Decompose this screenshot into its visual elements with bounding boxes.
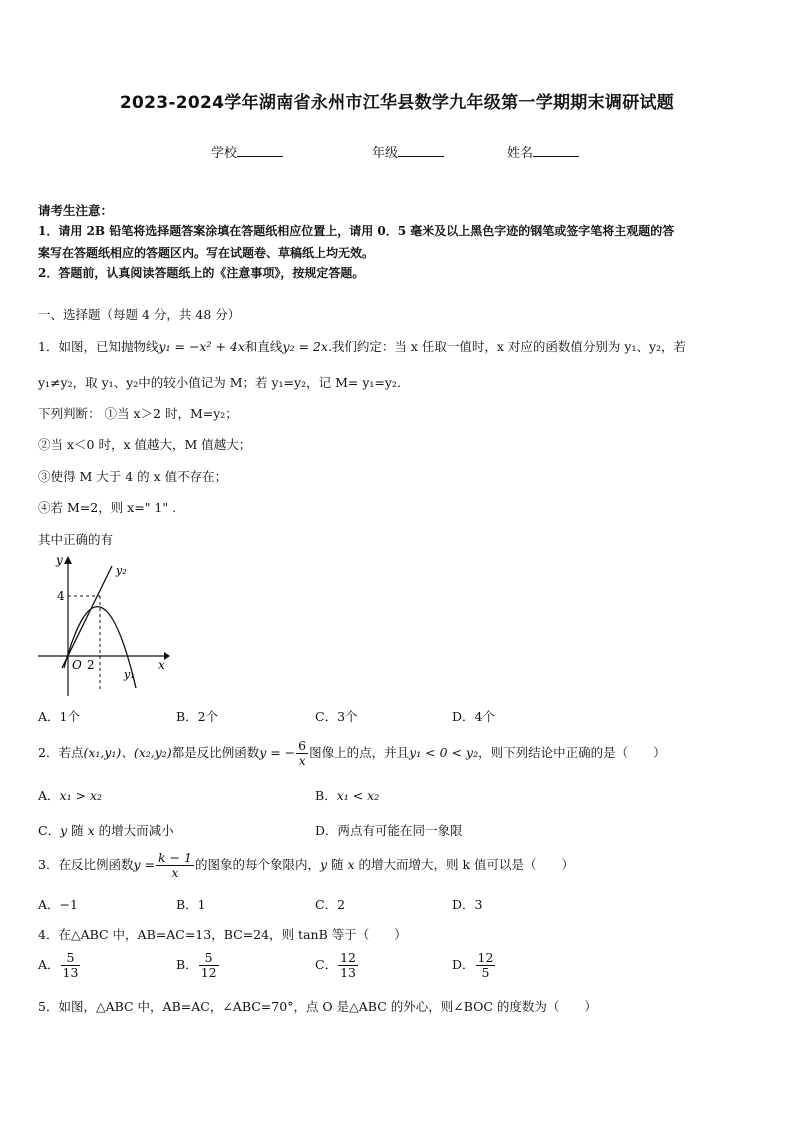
q1-judge: 下列判断： ①当 x＞2 时，M=y₂； xyxy=(38,406,238,421)
y-axis-label: y xyxy=(56,553,63,567)
school-field xyxy=(211,142,283,161)
notice-item2: 2．答题前，认真阅读答题纸上的《注意事项》，按规定答题。 xyxy=(38,266,365,280)
q1-line1: 1．如图，已知抛物线y₁ = −x² + 4x和直线y₂ = 2x.我们约定：当 x 任取一值时，x 对应的函数值分别为 y₁、y₂，若 xyxy=(38,339,687,354)
q4-stem: 4．在△ABC 中，AB=AC=13，BC=24，则 tanB 等于（ ） xyxy=(38,927,407,942)
y-axis-arrow xyxy=(64,556,72,564)
notice-item1b: 案写在答题纸相应的答题区内。写在试题卷、草稿纸上均无效。 xyxy=(38,246,375,260)
grade-blank xyxy=(398,144,444,157)
q3-option-a: A．−1 xyxy=(38,897,78,912)
page-title: 2023-2024学年湖南省永州市江华县数学九年级第一学期期末调研试题 xyxy=(119,93,675,113)
q1-option-a: A．1个 xyxy=(38,709,80,724)
line-y2 xyxy=(62,566,112,668)
q2-option-d: D．两点有可能在同一象限 xyxy=(315,823,463,838)
q1-option-d: D．4个 xyxy=(452,709,495,724)
y1-label: y₁ xyxy=(124,668,135,681)
q3-option-b: B．1 xyxy=(176,897,206,912)
q1-ask: 其中正确的有 xyxy=(38,532,114,547)
tick-x-label: 2 xyxy=(87,658,95,672)
q2-option-b: B．x₁ < x₂ xyxy=(315,788,380,803)
q4-option-c: C． $\frac{12}{13}$ xyxy=(315,950,356,980)
q3-stem: 3．在反比例函数y = $\frac{k - 1}{x}$ 的图象的每个象限内，y 随 x 的增大而增大，则 k 值可以是（ ） xyxy=(38,850,575,880)
school-label: 学校 xyxy=(211,146,238,161)
name-field xyxy=(507,142,579,161)
q1-line2: y₁≠y₂，取 y₁、y₂中的较小值记为 M；若 y₁=y₂，记 M= y₁=y₂. xyxy=(38,375,401,390)
x-axis-label: x xyxy=(158,658,165,672)
q2-stem: 2．若点(x₁,y₁)、(x₂,y₂)都是反比例函数y = − $\frac{6}{x}$ 图像上的点，并且y₁ < 0 < y₂，则下列结论中正确的是（ ） xyxy=(38,738,666,768)
y2-label: y₂ xyxy=(116,564,127,577)
q1-s3: ③使得 M 大于 4 的 x 值不存在； xyxy=(38,469,228,484)
q1-option-b: B．2个 xyxy=(176,709,219,724)
grade-label: 年级 xyxy=(372,146,399,161)
q1-s2: ②当 x＜0 时，x 值越大，M 值越大； xyxy=(38,437,252,452)
q2-option-c: C．y 随 x 的增大而减小 xyxy=(38,823,174,838)
q3-option-c: C．2 xyxy=(315,897,346,912)
origin-label: O xyxy=(72,658,82,672)
q4-option-a: A． $\frac{5}{13}$ xyxy=(38,950,79,980)
school-blank xyxy=(237,144,283,157)
name-blank xyxy=(533,144,579,157)
x-axis-arrow xyxy=(164,652,170,660)
grade-field xyxy=(372,142,444,161)
q4-option-d: D． $\frac{12}{5}$ xyxy=(452,950,494,980)
q1-graph xyxy=(34,552,174,700)
tick-y-label: 4 xyxy=(57,589,65,603)
q3-option-d: D．3 xyxy=(452,897,483,912)
section-heading: 一、选择题（每题 4 分，共 48 分） xyxy=(38,307,241,322)
q4-option-b: B． $\frac{5}{12}$ xyxy=(176,950,217,980)
name-label: 姓名 xyxy=(507,146,534,161)
q1-s4: ④若 M=2，则 x=" 1" . xyxy=(38,500,177,515)
q1-option-c: C．3个 xyxy=(315,709,358,724)
notice-item1a: 1．请用 2B 铅笔将选择题答案涂填在答题纸相应位置上，请用 0．5 毫米及以上黑色字迹的钢笔或签字笔将主观题的答 xyxy=(38,224,675,238)
notice-heading: 请考生注意： xyxy=(38,203,114,218)
q5-stem: 5．如图，△ABC 中，AB=AC，∠ABC=70°，点 O 是△ABC 的外心，则∠BOC 的度数为（ ） xyxy=(38,999,597,1014)
q2-option-a: A．x₁ > x₂ xyxy=(38,788,103,803)
